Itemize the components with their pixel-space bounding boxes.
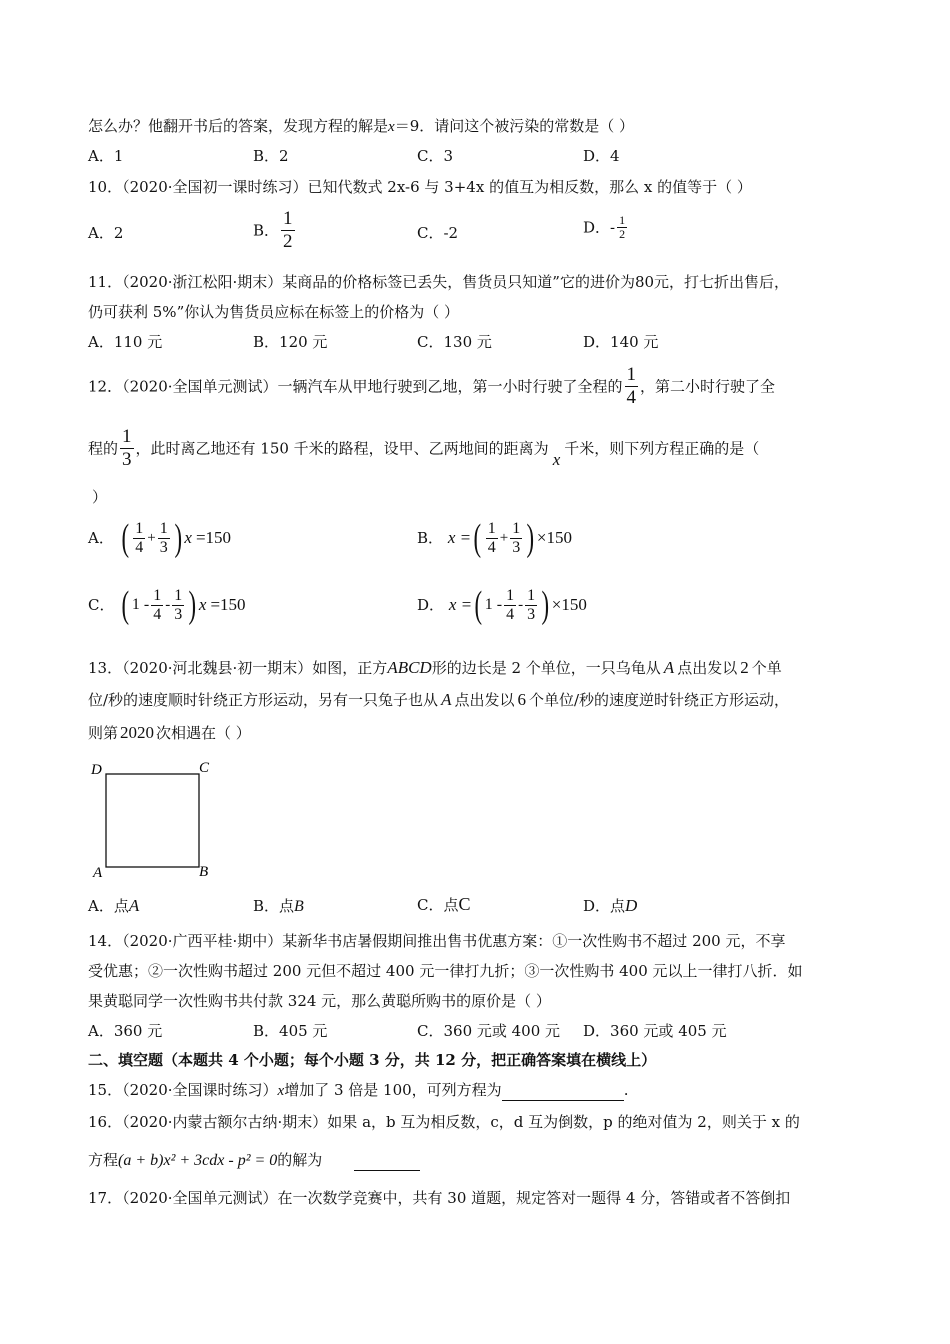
q12-text-a: 12．（2020·全国单元测试）一辆汽车从甲地行驶到乙地，第一小时行驶了全程的 [88, 377, 623, 396]
left-paren: ( [473, 517, 482, 559]
q15-stem [88, 1080, 628, 1101]
q13-option-c-label: C．点 [417, 896, 459, 914]
eq-lhs: x = [447, 528, 472, 547]
fraction-denominator: 4 [487, 538, 496, 556]
q15-text-a: 15．（2020·全国课时练习） [88, 1081, 278, 1099]
q10-option-d-fraction [617, 214, 627, 241]
q17-stem-line1: 17．（2020·全国单元测试）在一次数学竞赛中，共有 30 道题，规定答对一题得 4 分，答错或者不答倒扣 [88, 1189, 791, 1207]
q9-text: 怎么办？他翻开书后的答案，发现方程的解是 [88, 117, 389, 135]
q11-option-a: A．110 元 [88, 333, 163, 351]
fraction-denominator: 4 [506, 605, 515, 623]
eq-lhs: x = [448, 595, 473, 614]
right-paren: ) [188, 584, 197, 626]
fraction-denominator: 4 [135, 538, 144, 556]
q13-option-d-var: D [625, 896, 638, 915]
label-b: B [199, 864, 209, 880]
q12-text-c: 程的 [88, 439, 119, 458]
fraction-numerator: 1 [626, 364, 637, 385]
q12-text-b: ，第二小时行驶了全 [640, 377, 776, 396]
fraction-numerator: 1 [619, 213, 626, 227]
q14-stem-line1: 14．（2020·广西平桂·期中）某新华书店暑假期间推出售书优惠方案：①一次性购书不超过 200 元，不享 [88, 932, 786, 950]
fraction-third [172, 587, 184, 624]
q12-option-a-label: A． [88, 529, 114, 547]
q9-var: x [388, 119, 395, 135]
q13-option-d [583, 896, 637, 916]
label-a: A [93, 865, 103, 881]
q10-option-b-label: B． [253, 221, 280, 240]
fraction-denominator: 2 [283, 231, 293, 252]
q13-option-a-var: A [128, 896, 140, 915]
one-minus: 1 - [131, 596, 150, 613]
q13-stem-line2 [88, 690, 789, 710]
q13-option-c-var: C [458, 894, 471, 914]
q12-option-b [417, 518, 572, 558]
eq-var: x [198, 595, 207, 614]
q14-option-d: D．360 元或 405 元 [583, 1022, 727, 1040]
q11-option-b: B．120 元 [253, 333, 328, 351]
q13-option-b-label: B．点 [253, 897, 295, 915]
q11-option-c: C．130 元 [417, 333, 492, 351]
plus-sign: + [147, 530, 156, 546]
q12-stem-line1 [88, 364, 775, 409]
q12-text-e: 千米，则下列方程正确的是（ [564, 439, 760, 458]
right-paren: ) [526, 517, 535, 559]
q13-num-6: 6 [517, 690, 526, 709]
q13-text-b: 形的边长是 2 个单位，一只乌龟从 [431, 659, 661, 677]
plus-sign: + [499, 530, 509, 546]
q13-text-d: 个单 [751, 659, 782, 677]
left-paren: ( [121, 517, 129, 559]
fraction-denominator: 2 [619, 227, 626, 241]
eq-rhs: ×150 [536, 528, 572, 547]
q16-stem-line1: 16．（2020·内蒙古额尔古纳·期末）如果 a，b 互为相反数，c，d 互为倒数，p 的绝对值为 2，则关于 x 的 [88, 1113, 800, 1131]
q14-option-c: C．360 元或 400 元 [417, 1022, 561, 1040]
fraction-numerator: 1 [174, 586, 183, 604]
fraction-denominator: 4 [153, 605, 162, 623]
q11-stem-line1: 11．（2020·浙江松阳·期末）某商品的价格标签已丢失，售货员只知道”它的进价为80元，打七折出售后， [88, 273, 790, 291]
q16-text-a: 方程 [88, 1151, 119, 1169]
q13-text-h: 则第 [88, 724, 119, 742]
q12-option-c [88, 585, 246, 625]
fraction-third [510, 520, 522, 557]
q15-answer-blank[interactable] [502, 1100, 624, 1101]
fraction-denominator: 3 [512, 538, 521, 556]
q13-stem-line1 [88, 658, 782, 678]
label-c: C [199, 760, 210, 776]
left-paren: ( [121, 584, 130, 626]
q10-option-d-label: D．- [583, 218, 616, 237]
q12-fraction-third [120, 426, 134, 471]
q13-text-f: 点出发以 [454, 691, 515, 709]
q12-fraction-quarter [625, 364, 639, 409]
q12-stem-line2 [88, 426, 759, 471]
q11-stem-line2: 仍可获利 5%”你认为售货员应标在标签上的价格为（ ） [88, 303, 460, 321]
fraction-third [525, 587, 537, 624]
q13-option-b-var: B [294, 898, 304, 915]
q10-option-a: A．2 [88, 224, 124, 242]
q10-option-d [583, 214, 629, 241]
fraction-numerator: 1 [506, 586, 515, 604]
fraction-numerator: 1 [487, 519, 496, 537]
minus-sign: - [165, 597, 171, 613]
q9-stem-end [88, 116, 634, 137]
q13-option-b [253, 896, 304, 917]
right-paren: ) [174, 517, 182, 559]
fraction-quarter [486, 520, 498, 557]
q14-stem-line3: 果黄聪同学一次性购书共付款 324 元，那么黄聪所购书的原价是（ ） [88, 992, 551, 1010]
q11-option-d: D．140 元 [583, 333, 659, 351]
q12-option-a [88, 518, 231, 558]
square-figure [88, 756, 218, 882]
q10-stem: 10．（2020·全国初一课时练习）已知代数式 2x-6 与 3+4x 的值互为相反数，那么 x 的值等于（ ） [88, 178, 752, 196]
fraction-denominator: 3 [159, 538, 168, 556]
q12-option-d-label: D． [417, 596, 445, 614]
fraction-numerator: 1 [153, 586, 162, 604]
q10-option-b-fraction [281, 208, 295, 253]
label-d: D [91, 762, 102, 778]
q13-square-name: ABCD [387, 658, 432, 677]
q13-option-a [88, 896, 139, 916]
q12-option-d [417, 585, 587, 625]
fraction-denominator: 4 [626, 387, 637, 408]
q13-text-g: 个单位/秒的速度逆时针绕正方形运动， [528, 691, 790, 709]
q13-point-a: A [663, 658, 675, 677]
q10-option-c: C．-2 [417, 224, 459, 242]
q16-answer-blank[interactable] [354, 1170, 420, 1171]
q15-text-b: 增加了 3 倍是 100，可列方程为 [284, 1081, 502, 1099]
q13-option-d-label: D．点 [583, 897, 626, 915]
fraction-numerator: 1 [122, 426, 132, 447]
eq-rhs: =150 [195, 528, 232, 547]
q13-text-a: 13．（2020·河北魏县·初一期末）如图，正方 [88, 659, 388, 677]
section-heading-fill-in: 二、填空题（本题共 4 个小题；每个小题 3 分，共 12 分，把正确答案填在横线上） [88, 1051, 657, 1069]
eq-var: x [184, 528, 192, 547]
fraction-denominator: 3 [527, 605, 536, 623]
q16-text-b: 的解为 [277, 1151, 323, 1169]
fraction-numerator: 1 [283, 208, 293, 229]
q12-option-b-label: B． [417, 529, 444, 547]
q9-option-c: C．3 [417, 147, 454, 165]
q9-option-a: A．1 [88, 147, 124, 165]
fraction-denominator: 3 [174, 605, 183, 623]
fraction-numerator: 1 [512, 519, 521, 537]
fraction-quarter [133, 520, 145, 557]
q16-equation: (a + b)x² + 3cdx - p² = 0 [118, 1152, 278, 1169]
q13-option-a-label: A．点 [88, 897, 129, 915]
square-abcd [106, 774, 199, 867]
q13-year: 2020 [120, 723, 155, 742]
q10-option-b [253, 208, 297, 253]
fraction-third [158, 520, 170, 557]
fraction-numerator: 1 [135, 519, 144, 537]
q14-stem-line2: 受优惠；②一次性购书超过 200 元但不超过 400 元一律打九折；③一次性购书 400 元以上一律打八折．如 [88, 962, 803, 980]
q14-option-b: B．405 元 [253, 1022, 328, 1040]
right-paren: ) [541, 584, 550, 626]
fraction-numerator: 1 [527, 586, 536, 604]
q13-stem-line3 [88, 723, 251, 743]
one-minus: 1 - [484, 596, 503, 613]
eq-rhs: =150 [210, 595, 246, 614]
q13-point-a: A [441, 690, 452, 709]
q13-option-c [417, 894, 471, 915]
q9-option-d: D．4 [583, 147, 620, 165]
fraction-denominator: 3 [122, 449, 132, 470]
q12-stem-line3: ） [92, 488, 108, 506]
q9-option-b: B．2 [253, 147, 289, 165]
fraction-numerator: 1 [159, 519, 168, 537]
q12-option-c-label: C． [88, 596, 115, 614]
q13-text-e: 位/秒的速度顺时针绕正方形运动，另有一只兔子也从 [88, 691, 439, 709]
minus-sign: - [518, 597, 524, 613]
q16-stem-line2 [88, 1150, 420, 1171]
q9-tail: ＝9．请问这个被污染的常数是（ ） [394, 117, 635, 135]
q13-text-c: 点出发以 [677, 659, 738, 677]
fraction-quarter [151, 587, 163, 624]
fraction-quarter [504, 587, 516, 624]
eq-rhs: ×150 [551, 595, 587, 614]
q13-num-2: 2 [740, 658, 749, 677]
q14-option-a: A．360 元 [88, 1022, 163, 1040]
left-paren: ( [474, 584, 483, 626]
q12-text-d: ，此时离乙地还有 150 千米的路程，设甲、乙两地间的距离为 [135, 439, 549, 458]
q12-var: x [552, 449, 561, 469]
q15-var: x [277, 1083, 285, 1099]
q15-end: . [623, 1081, 629, 1099]
q13-text-i: 次相遇在（ ） [156, 724, 251, 742]
